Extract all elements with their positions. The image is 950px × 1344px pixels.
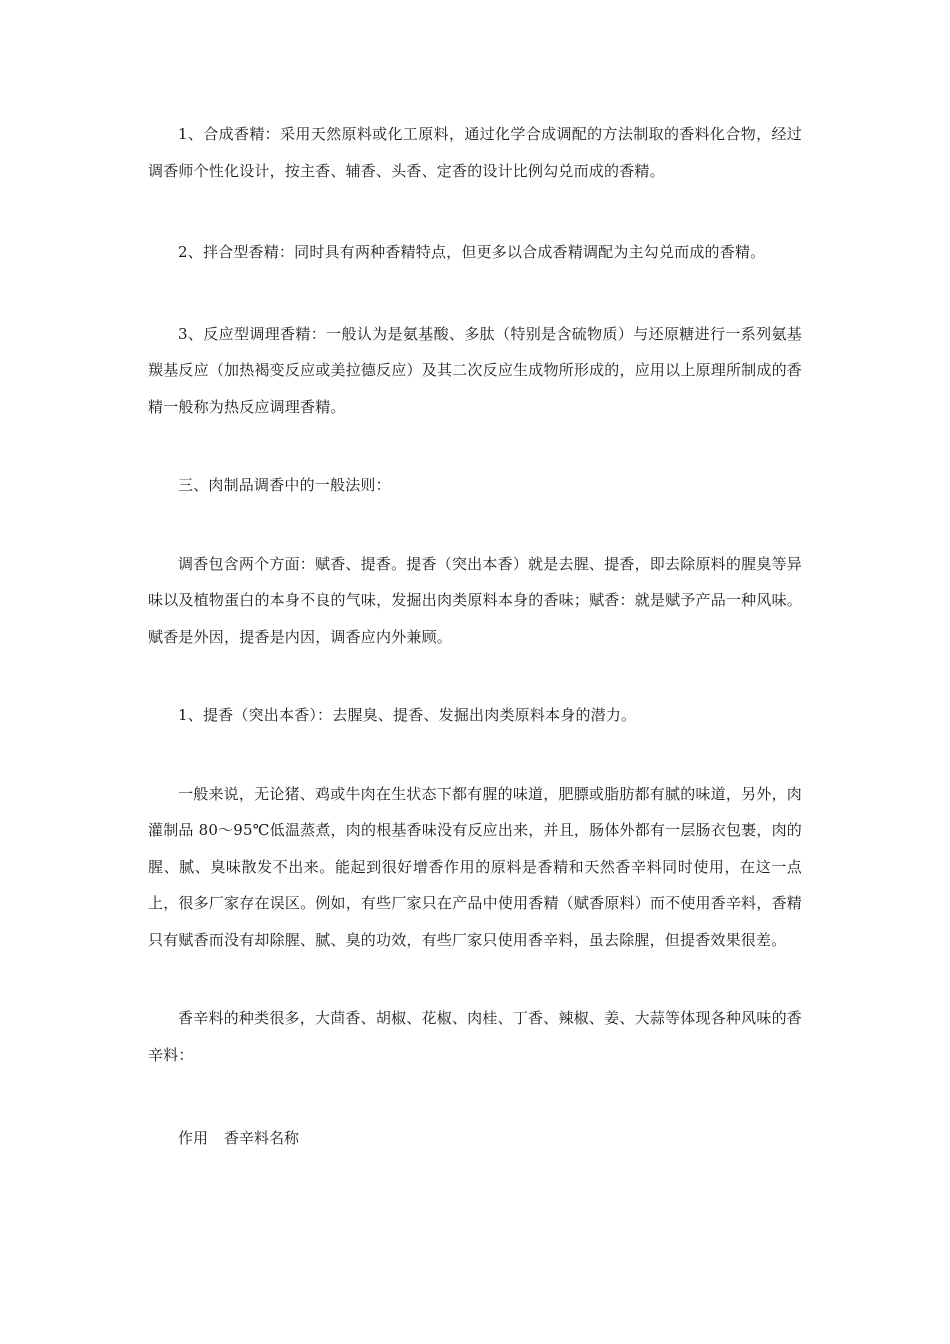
- paragraph-general-explanation: 一般来说，无论猪、鸡或牛肉在生状态下都有腥的味道，肥膘或脂肪都有腻的味道，另外，肉灌制品 80～95℃低温蒸煮，肉的根基香味没有反应出来，并且，肠体外都有一层肠衣包裹，肉的腥、腻、臭味散发不出来。能起到很好增香作用的原料是香精和天然香辛料同时使用，在这一点上，很多厂家存在误区。例如，有些厂家只在产品中使用香精（赋香原料）而不使用香辛料，香精只有赋香而没有却除腥、腻、臭的功效，有些厂家只使用香辛料，虽去除腥，但提香效果很差。: [148, 784, 802, 949]
- table-col-spice-name: 香辛料名称: [224, 1129, 300, 1147]
- spice-table-header: [148, 1120, 802, 1157]
- paragraph-flavoring-aspects: 调香包含两个方面：赋香、提香。提香（突出本香）就是去腥、提香，即去除原料的腥臭等异味以及植物蛋白的本身不良的气味，发掘出肉类原料本身的香味；赋香：就是赋予产品一种风味。赋香是外因，提香是内因，调香应内外兼顾。: [148, 554, 802, 646]
- paragraph-spice-types: 香辛料的种类很多，大茴香、胡椒、花椒、肉桂、丁香、辣椒、姜、大蒜等体现各种风味的香辛料：: [148, 1009, 802, 1064]
- paragraph-blended-flavor: 2、拌合型香精：同时具有两种香精特点，但更多以合成香精调配为主勾兑而成的香精。: [178, 243, 766, 261]
- paragraph-enhance-aroma: 1、提香（突出本香）：去腥臭、提香、发掘出肉类原料本身的潜力。: [178, 706, 637, 724]
- paragraph-reaction-flavor: 3、反应型调理香精：一般认为是氨基酸、多肽（特别是含硫物质）与还原糖进行一系列氨基羰基反应（加热褐变反应或美拉德反应）及其二次反应生成物所形成的，应用以上原理所制成的香精一般称为热反应调理香精。: [148, 324, 802, 416]
- table-col-function: 作用: [178, 1129, 209, 1147]
- section-heading-general-rules: 三、肉制品调香中的一般法则：: [178, 476, 391, 494]
- paragraph-synthetic-flavor: 1、合成香精：采用天然原料或化工原料，通过化学合成调配的方法制取的香料化合物，经过调香师个性化设计，按主香、辅香、头香、定香的设计比例勾兑而成的香精。: [148, 125, 802, 180]
- document-page: [148, 116, 802, 1157]
